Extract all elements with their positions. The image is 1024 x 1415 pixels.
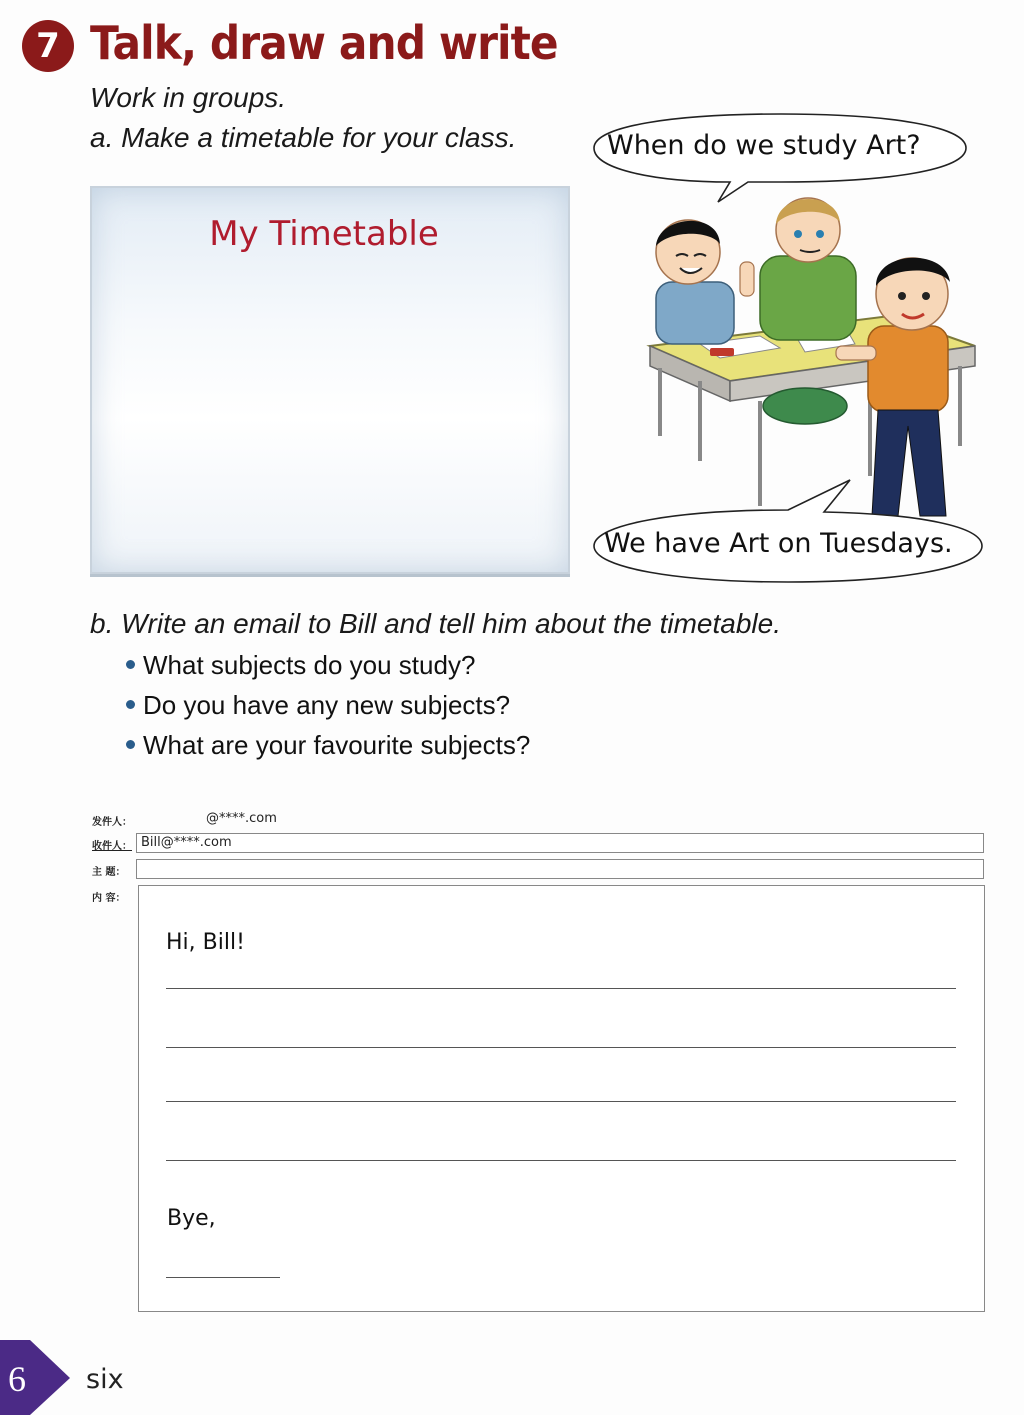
bullet-icon <box>126 660 135 669</box>
page-word: six <box>86 1364 124 1395</box>
writing-line[interactable] <box>166 1047 956 1048</box>
prompt-item <box>126 690 510 721</box>
section-number-badge: 7 <box>22 20 74 72</box>
section-title: Talk, draw and write <box>90 16 558 70</box>
instruction-part-b: b. Write an email to Bill and tell him about the timetable. <box>90 608 782 639</box>
bullet-icon <box>126 740 135 749</box>
to-field[interactable] <box>136 833 984 853</box>
writing-line[interactable] <box>166 988 956 989</box>
timetable-title: My Timetable <box>209 214 439 254</box>
prompt-text: What are your favourite subjects? <box>143 730 531 760</box>
closing-text: Bye, <box>167 1206 216 1231</box>
email-content-box[interactable] <box>138 885 985 1312</box>
subject-label: 主 题： <box>92 867 126 878</box>
subject-field[interactable] <box>136 859 984 879</box>
greeting-text: Hi, Bill! <box>166 930 245 955</box>
prompt-text: Do you have any new subjects? <box>143 690 511 720</box>
instruction-group-work: Work in groups. <box>90 82 287 113</box>
prompt-item <box>126 650 475 681</box>
from-label: 发件人： <box>92 817 132 828</box>
bullet-icon <box>126 700 135 709</box>
prompt-text: What subjects do you study? <box>143 650 476 680</box>
question-speech-text: When do we study Art? <box>607 130 921 161</box>
instruction-part-a: a. Make a timetable for your class. <box>90 122 517 153</box>
answer-speech-text: We have Art on Tuesdays. <box>604 528 953 559</box>
signature-line[interactable] <box>166 1277 280 1278</box>
prompt-item <box>126 730 530 761</box>
timetable-card[interactable] <box>90 186 570 574</box>
page-number: 6 <box>8 1359 26 1399</box>
writing-line[interactable] <box>166 1101 956 1102</box>
writing-line[interactable] <box>166 1160 956 1161</box>
from-value[interactable]: @****.com <box>206 811 277 826</box>
to-label: 收件人： <box>92 841 132 852</box>
content-label: 内 容： <box>92 893 126 904</box>
to-value: Bill@****.com <box>141 835 232 850</box>
